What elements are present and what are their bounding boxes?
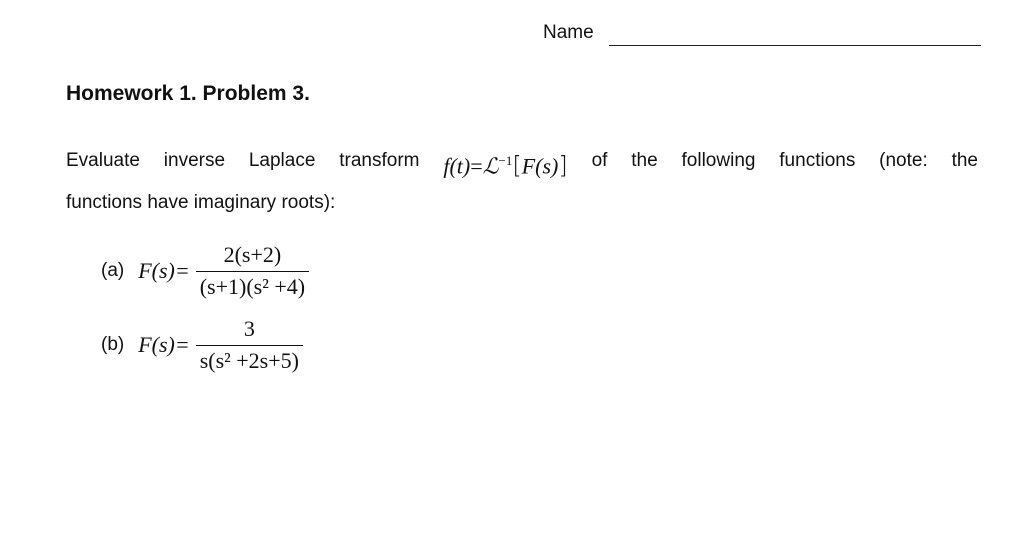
left-bracket: [ [512, 151, 522, 180]
fraction [196, 242, 309, 300]
formula-lhs: f(t) [443, 153, 471, 179]
word: the [631, 150, 658, 171]
name-row [543, 22, 981, 48]
name-blank-line [609, 45, 981, 46]
problem-label: (b) [101, 334, 125, 355]
formula-equals: = [470, 153, 483, 179]
laplace-symbol: ℒ [482, 153, 499, 179]
right-bracket: ] [558, 151, 568, 180]
laplace-formula [443, 142, 567, 184]
word: Laplace [248, 150, 316, 171]
word: transform [339, 150, 420, 171]
word: the [951, 150, 978, 171]
name-label: Name [543, 22, 594, 43]
problem-b [101, 316, 303, 374]
problem-a [101, 242, 309, 300]
word: (note: [879, 150, 928, 171]
denominator: (s+1)(s² +4) [199, 274, 306, 299]
statement-line-2: functions have imaginary roots): [66, 192, 336, 214]
problem-lhs: F(s)= [138, 258, 190, 283]
numerator: 2(s+2) [223, 242, 282, 267]
word: following [681, 150, 756, 171]
word: Evaluate [66, 150, 140, 171]
word: inverse [163, 150, 226, 171]
problem-lhs: F(s)= [138, 332, 190, 357]
problem-label: (a) [101, 260, 125, 281]
denominator: s(s² +2s+5) [199, 348, 299, 373]
statement-line-1 [66, 142, 978, 184]
problem-statement [66, 142, 978, 221]
word: of [591, 150, 608, 171]
numerator: 3 [243, 316, 255, 341]
word: functions [779, 150, 856, 171]
fraction [196, 316, 303, 374]
page-title: Homework 1. Problem 3. [66, 82, 310, 105]
inverse-superscript: −1 [498, 153, 513, 168]
formula-arg: F(s) [521, 153, 559, 179]
